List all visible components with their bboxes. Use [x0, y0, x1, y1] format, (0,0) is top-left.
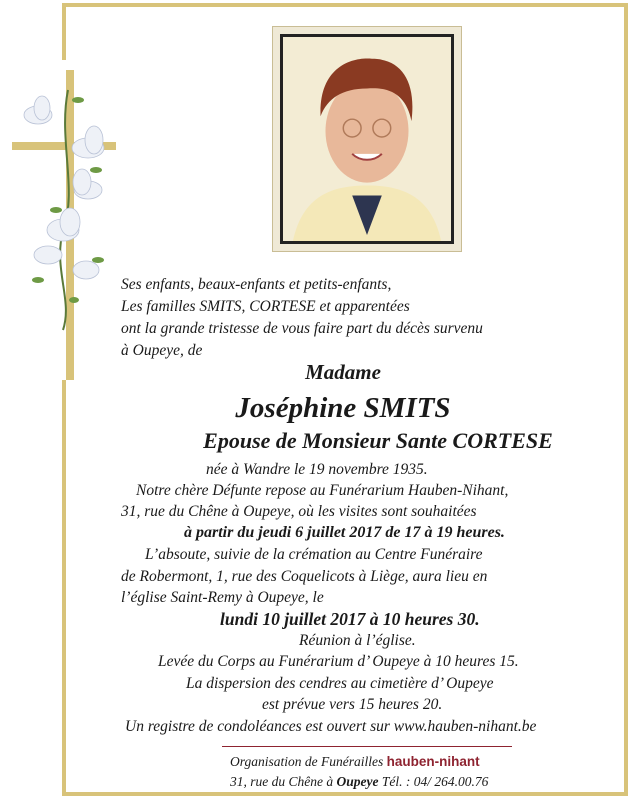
- ceremony-time: lundi 10 juillet 2017 à 10 heures 30.: [220, 609, 480, 629]
- footer: [230, 752, 488, 792]
- address-phone: Tél. : 04/ 264.00.76: [381, 774, 489, 789]
- spouse-line: Epouse de Monsieur Sante CORTESE: [203, 428, 553, 453]
- register-line: Un registre de condoléances est ouvert sur www.hauben-nihant.be: [125, 718, 537, 735]
- intro-line: ont la grande tristesse de vous faire part du décès survenu: [121, 320, 483, 337]
- dispersion-line: La dispersion des cendres au cimetière d’ Oupeye: [186, 675, 494, 692]
- deceased-name: Joséphine SMITS: [235, 392, 451, 424]
- portrait-frame: [272, 26, 462, 252]
- church-line: Réunion à l’église.: [299, 632, 416, 649]
- visit-time: à partir du jeudi 6 juillet 2017 de 17 à 19 heures.: [184, 524, 505, 541]
- intro-line: à Oupeye, de: [121, 342, 203, 359]
- announcement-intro: [121, 274, 581, 362]
- footer-divider: [222, 746, 512, 747]
- rest-line: 31, rue du Chêne à Oupeye, où les visites sont souhaitées: [121, 503, 477, 520]
- title: Madame: [305, 360, 381, 384]
- levee-line: Levée du Corps au Funérarium d’ Oupeye à 10 heures 15.: [158, 653, 519, 670]
- dispersion-line: est prévue vers 15 heures 20.: [262, 696, 443, 713]
- birth-line: née à Wandre le 19 novembre 1935.: [206, 461, 428, 478]
- portrait-photo: [280, 34, 454, 244]
- rest-line: Notre chère Défunte repose au Funérarium Hauben-Nihant,: [136, 482, 509, 499]
- intro-line: Les familles SMITS, CORTESE et apparentées: [121, 298, 410, 315]
- ceremony-line: L’absoute, suivie de la crémation au Centre Funéraire: [145, 546, 483, 563]
- address-prefix: 31, rue du Chêne à: [230, 774, 334, 789]
- ceremony-line: l’église Saint-Remy à Oupeye, le: [121, 589, 324, 606]
- address-city: Oupeye: [336, 774, 379, 789]
- intro-line: Ses enfants, beaux-enfants et petits-enfants,: [121, 276, 392, 293]
- org-label: Organisation de Funérailles: [230, 754, 384, 769]
- ceremony-line: de Robermont, 1, rue des Coquelicots à Liège, aura lieu en: [121, 568, 488, 585]
- brand-logo: hauben-nihant: [386, 754, 480, 769]
- cross-with-lilies-icon: [8, 70, 118, 380]
